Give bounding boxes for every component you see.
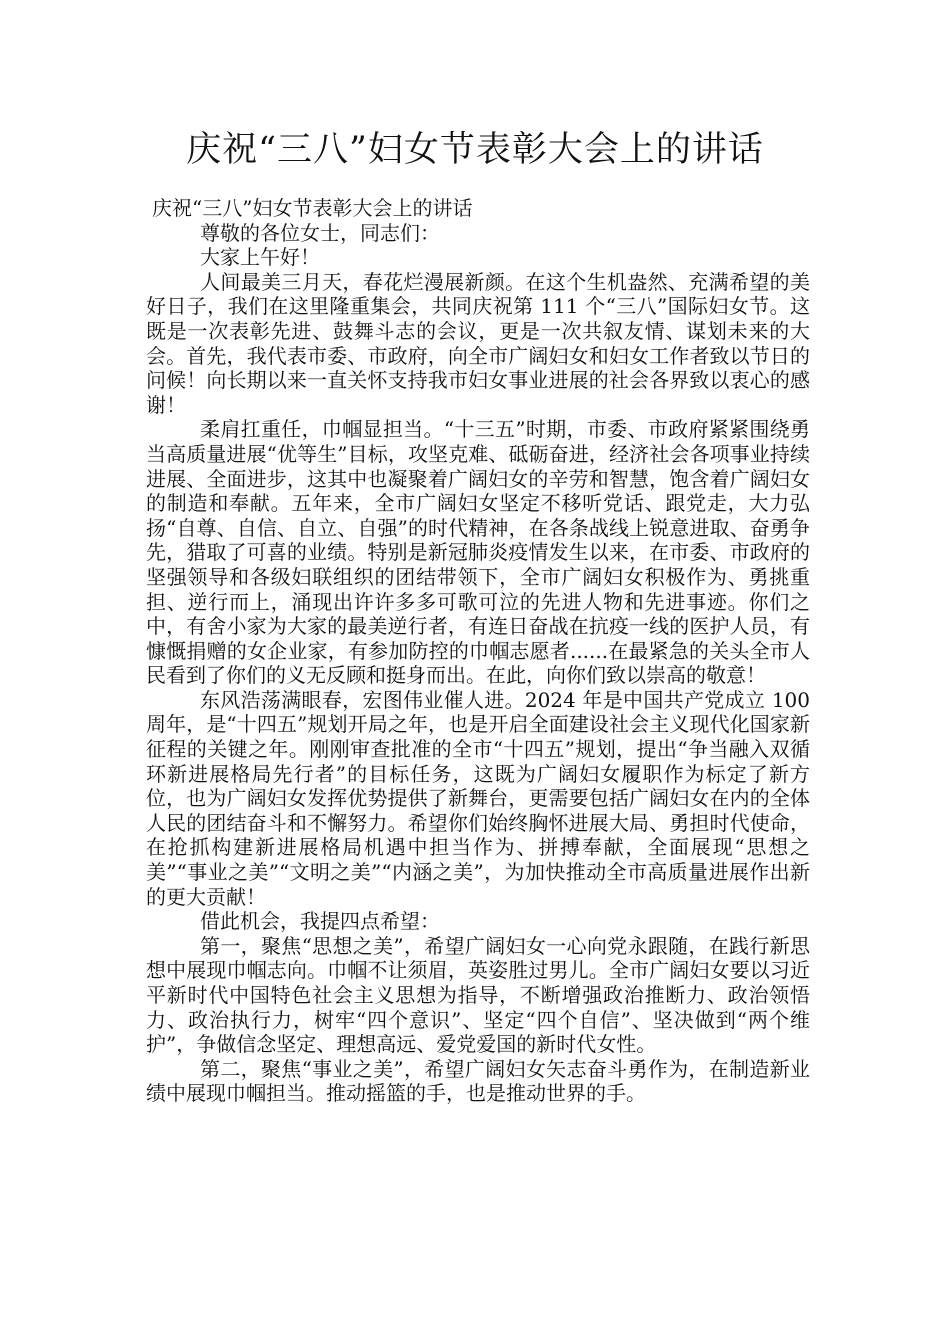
body-paragraph: 借此机会，我提四点希望： [200,909,440,934]
document-body [146,196,810,1106]
body-paragraph: 第一，聚焦“思想之美”，希望广阔妇女一心向党永跟随，在践行新思想中展现巾帼志向。巾帼不让须眉，英姿胜过男儿。全市广阔妇女要以习近平新时代中国特色社会主义思想为指导，不断增强政治推断力、政治领悟力、政治执行力，树牢“四个意识”、坚定“四个自信”、坚决做到“两个维护”，争做信念坚定、理想高远、爱党爱国的新时代女性。 [146,933,810,1057]
body-paragraph: 柔肩扛重任，巾帼显担当。“十三五”时期，市委、市政府紧紧围绕勇当高质量进展“优等生”目标，攻坚克难、砥砺奋进，经济社会各项事业持续进展、全面进步，这其中也凝聚着广阔妇女的辛劳和智慧，饱含着广阔妇女的制造和奉献。五年来，全市广阔妇女坚定不移听党话、跟党走，大力弘扬“自尊、自信、自立、自强”的时代精神，在各条战线上锐意进取、奋勇争先，猎取了可喜的业绩。特别是新冠肺炎疫情发生以来，在市委、市政府的坚强领导和各级妇联组织的团结带领下，全市广阔妇女积极作为、勇挑重担、逆行而上，涌现出许许多多可歌可泣的先进人物和先进事迹。你们之中，有舍小家为大家的最美逆行者，有连日奋战在抗疫一线的医护人员，有慷慨捐赠的女企业家，有参加防控的巾帼志愿者......在最紧急的关头全市人民看到了你们的义无反顾和挺身而出。在此，向你们致以崇高的敬意！ [146,417,810,688]
document-title: 庆祝“三八”妇女节表彰大会上的讲话 [186,130,764,170]
body-paragraph: 东风浩荡满眼春，宏图伟业催人进。2024 年是中国共产党成立 100 周年，是“十四五”规划开局之年，也是开启全面建设社会主义现代化国家新征程的关键之年。刚刚审查批准的全市“十四五”规划，提出“争当融入双循环新进展格局先行者”的目标任务，这既为广阔妇女履职作为标定了新方位，也为广阔妇女发挥优势提供了新舞台，更需要包括广阔妇女在内的全体人民的团结奋斗和不懈努力。希望你们始终胸怀进展大局、勇担时代使命，在抢抓构建新进展格局机遇中担当作为、拼搏奉献，全面展现“思想之美”“事业之美”“文明之美”“内涵之美”，为加快推动全市高质量进展作出新的更大贡献！ [146,687,810,909]
body-paragraph: 人间最美三月天，春花烂漫展新颜。在这个生机盎然、充满希望的美好日子，我们在这里隆重集会，共同庆祝第 111 个“三八”国际妇女节。这既是一次表彰先进、鼓舞斗志的会议，更是一次共叙友情、谋划未来的大会。首先，我代表市委、市政府，向全市广阔妇女和妇女工作者致以节日的问候！向长期以来一直关怀支持我市妇女事业进展的社会各界致以衷心的感谢！ [146,269,810,417]
greeting: 大家上午好！ [200,245,320,270]
salutation: 尊敬的各位女士，同志们： [200,220,440,245]
body-paragraph: 第二，聚焦“事业之美”，希望广阔妇女矢志奋斗勇作为，在制造新业绩中展现巾帼担当。推动摇篮的手，也是推动世界的手。 [146,1056,810,1106]
document-subtitle: 庆祝“三八”妇女节表彰大会上的讲话 [152,196,473,220]
